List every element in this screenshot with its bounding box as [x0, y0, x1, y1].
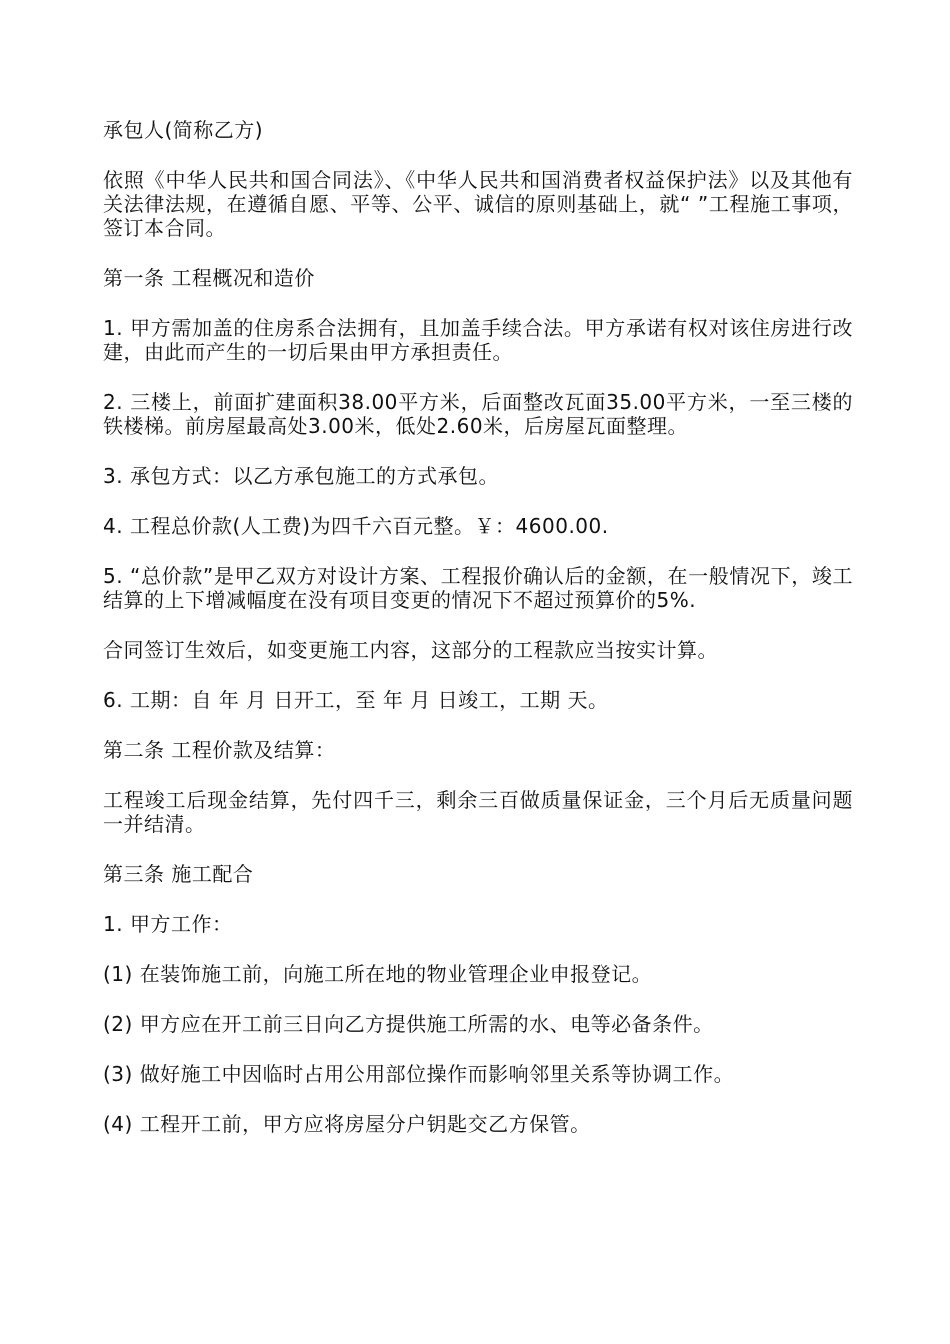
article-1-item-3: 3. 承包方式：以乙方承包施工的方式承包。: [103, 464, 499, 488]
document-body: [103, 118, 853, 1162]
settlement-paragraph: 工程竣工后现金结算，先付四千三，剩余三百做质量保证金，三个月后无质量问题一并结清。: [103, 788, 853, 836]
party-a-task-4: (4) 工程开工前，甲方应将房屋分户钥匙交乙方保管。: [103, 1112, 591, 1136]
article-2-heading: 第二条 工程价款及结算：: [103, 738, 336, 762]
party-a-task-2: (2) 甲方应在开工前三日向乙方提供施工所需的水、电等必备条件。: [103, 1012, 714, 1036]
party-a-task-1: (1) 在装饰施工前，向施工所在地的物业管理企业申报登记。: [103, 962, 653, 986]
article-1-item-6: 6. 工期：自 年 月 日开工，至 年 月 日竣工，工期 天。: [103, 688, 609, 712]
party-a-work-heading: 1. 甲方工作：: [103, 912, 233, 936]
article-1-item-2: 2. 三楼上，前面扩建面积38.00平方米，后面整改瓦面35.00平方米，一至三楼的铁楼梯。前房屋最高处3.00米，低处2.60米，后房屋瓦面整理。: [103, 390, 853, 438]
change-clause: 合同签订生效后，如变更施工内容，这部分的工程款应当按实计算。: [103, 638, 718, 662]
article-1-item-4: 4. 工程总价款(人工费)为四千六百元整。￥：4600.00.: [103, 514, 609, 538]
article-1-heading: 第一条 工程概况和造价: [103, 266, 315, 290]
article-3-heading: 第三条 施工配合: [103, 862, 254, 886]
article-1-item-5: 5. “总价款”是甲乙双方对设计方案、工程报价确认后的金额，在一般情况下，竣工结算的上下增减幅度在没有项目变更的情况下不超过预算价的5%.: [103, 564, 853, 612]
party-a-task-3: (3) 做好施工中因临时占用公用部位操作而影响邻里关系等协调工作。: [103, 1062, 735, 1086]
preamble-paragraph: 依照《中华人民共和国合同法》、《中华人民共和国消费者权益保护法》以及其他有关法律法规，在遵循自愿、平等、公平、诚信的原则基础上，就“ ”工程施工事项，签订本合同。: [103, 168, 853, 240]
contractor-line: 承包人(简称乙方): [103, 118, 264, 142]
article-1-item-1: 1. 甲方需加盖的住房系合法拥有，且加盖手续合法。甲方承诺有权对该住房进行改建，由此而产生的一切后果由甲方承担责任。: [103, 316, 853, 364]
